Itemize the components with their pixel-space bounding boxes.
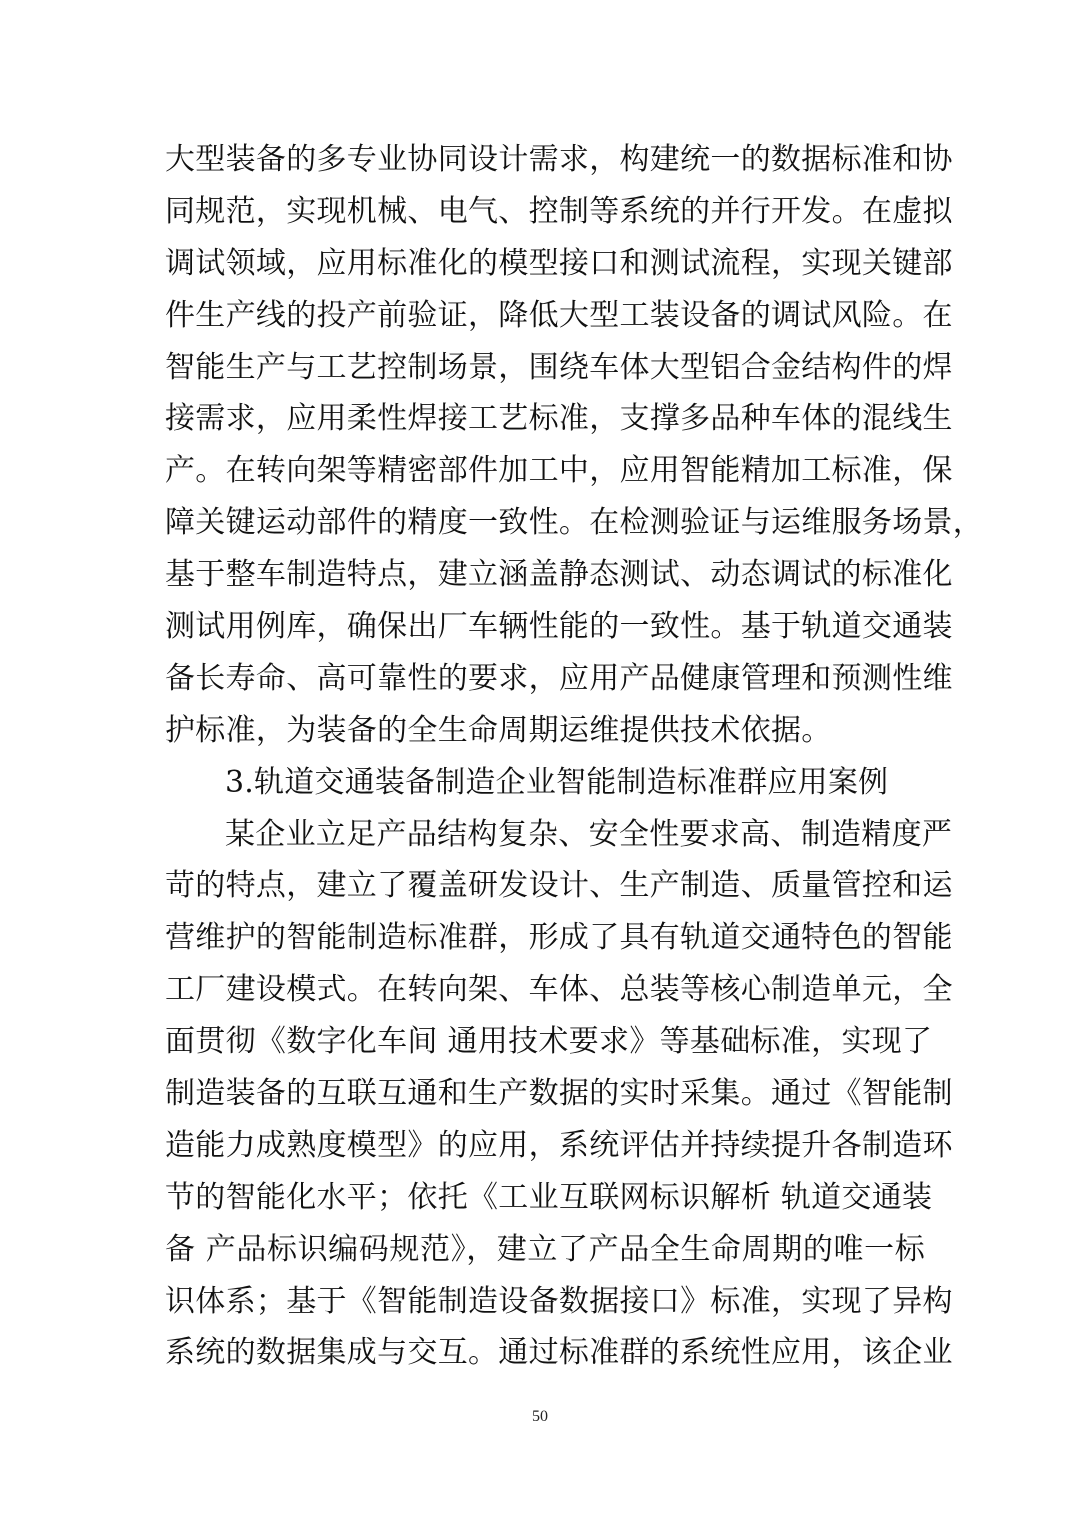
page-number: 50 (532, 1408, 548, 1425)
paragraph-line: 同规范，实现机械、电气、控制等系统的并行开发。在虚拟 (165, 193, 953, 229)
paragraph-line: 产。在转向架等精密部件加工中，应用智能精加工标准，保 (165, 453, 953, 489)
section-heading: 3.轨道交通装备制造企业智能制造标准群应用案例 (225, 764, 889, 800)
paragraph-line: 系统的数据集成与交互。通过标准群的系统性应用，该企业 (165, 1335, 953, 1371)
paragraph-line: 智能生产与工艺控制场景，围绕车体大型铝合金结构件的焊 (165, 349, 953, 385)
paragraph-line: 备长寿命、高可靠性的要求，应用产品健康管理和预测性维 (165, 660, 953, 696)
paragraph-line: 接需求，应用柔性焊接工艺标准，支撑多品种车体的混线生 (165, 401, 953, 437)
paragraph-line: 某企业立足产品结构复杂、安全性要求高、制造精度严 (225, 816, 953, 852)
paragraph-line: 备 产品标识编码规范》，建立了产品全生命周期的唯一标 (165, 1231, 925, 1267)
paragraph-line: 工厂建设模式。在转向架、车体、总装等核心制造单元，全 (165, 972, 953, 1008)
paragraph-line: 节的智能化水平；依托《工业互联网标识解析 轨道交通装 (165, 1179, 933, 1215)
paragraph-line: 障关键运动部件的精度一致性。在检测验证与运维服务场景， (165, 505, 984, 541)
paragraph-line: 护标准，为装备的全生命周期运维提供技术依据。 (165, 712, 832, 748)
paragraph-line: 苛的特点，建立了覆盖研发设计、生产制造、质量管控和运 (165, 868, 953, 904)
paragraph-line: 识体系；基于《智能制造设备数据接口》标准，实现了异构 (165, 1283, 953, 1319)
paragraph-line: 调试领域，应用标准化的模型接口和测试流程，实现关键部 (165, 245, 953, 281)
paragraph-line: 制造装备的互联互通和生产数据的实时采集。通过《智能制 (165, 1076, 953, 1112)
body-text (165, 134, 984, 1379)
paragraph-line: 造能力成熟度模型》的应用，系统评估并持续提升各制造环 (165, 1127, 953, 1163)
paragraph-line: 大型装备的多专业协同设计需求，构建统一的数据标准和协 (165, 142, 953, 177)
paragraph-line: 基于整车制造特点，建立涵盖静态测试、动态调试的标准化 (165, 557, 953, 593)
paragraph-line: 营维护的智能制造标准群，形成了具有轨道交通特色的智能 (165, 920, 953, 956)
paragraph-line: 面贯彻《数字化车间 通用技术要求》等基础标准，实现了 (165, 1024, 933, 1060)
paragraph-line: 测试用例库，确保出厂车辆性能的一致性。基于轨道交通装 (165, 609, 953, 645)
paragraph-line: 件生产线的投产前验证，降低大型工装设备的调试风险。在 (165, 297, 953, 333)
